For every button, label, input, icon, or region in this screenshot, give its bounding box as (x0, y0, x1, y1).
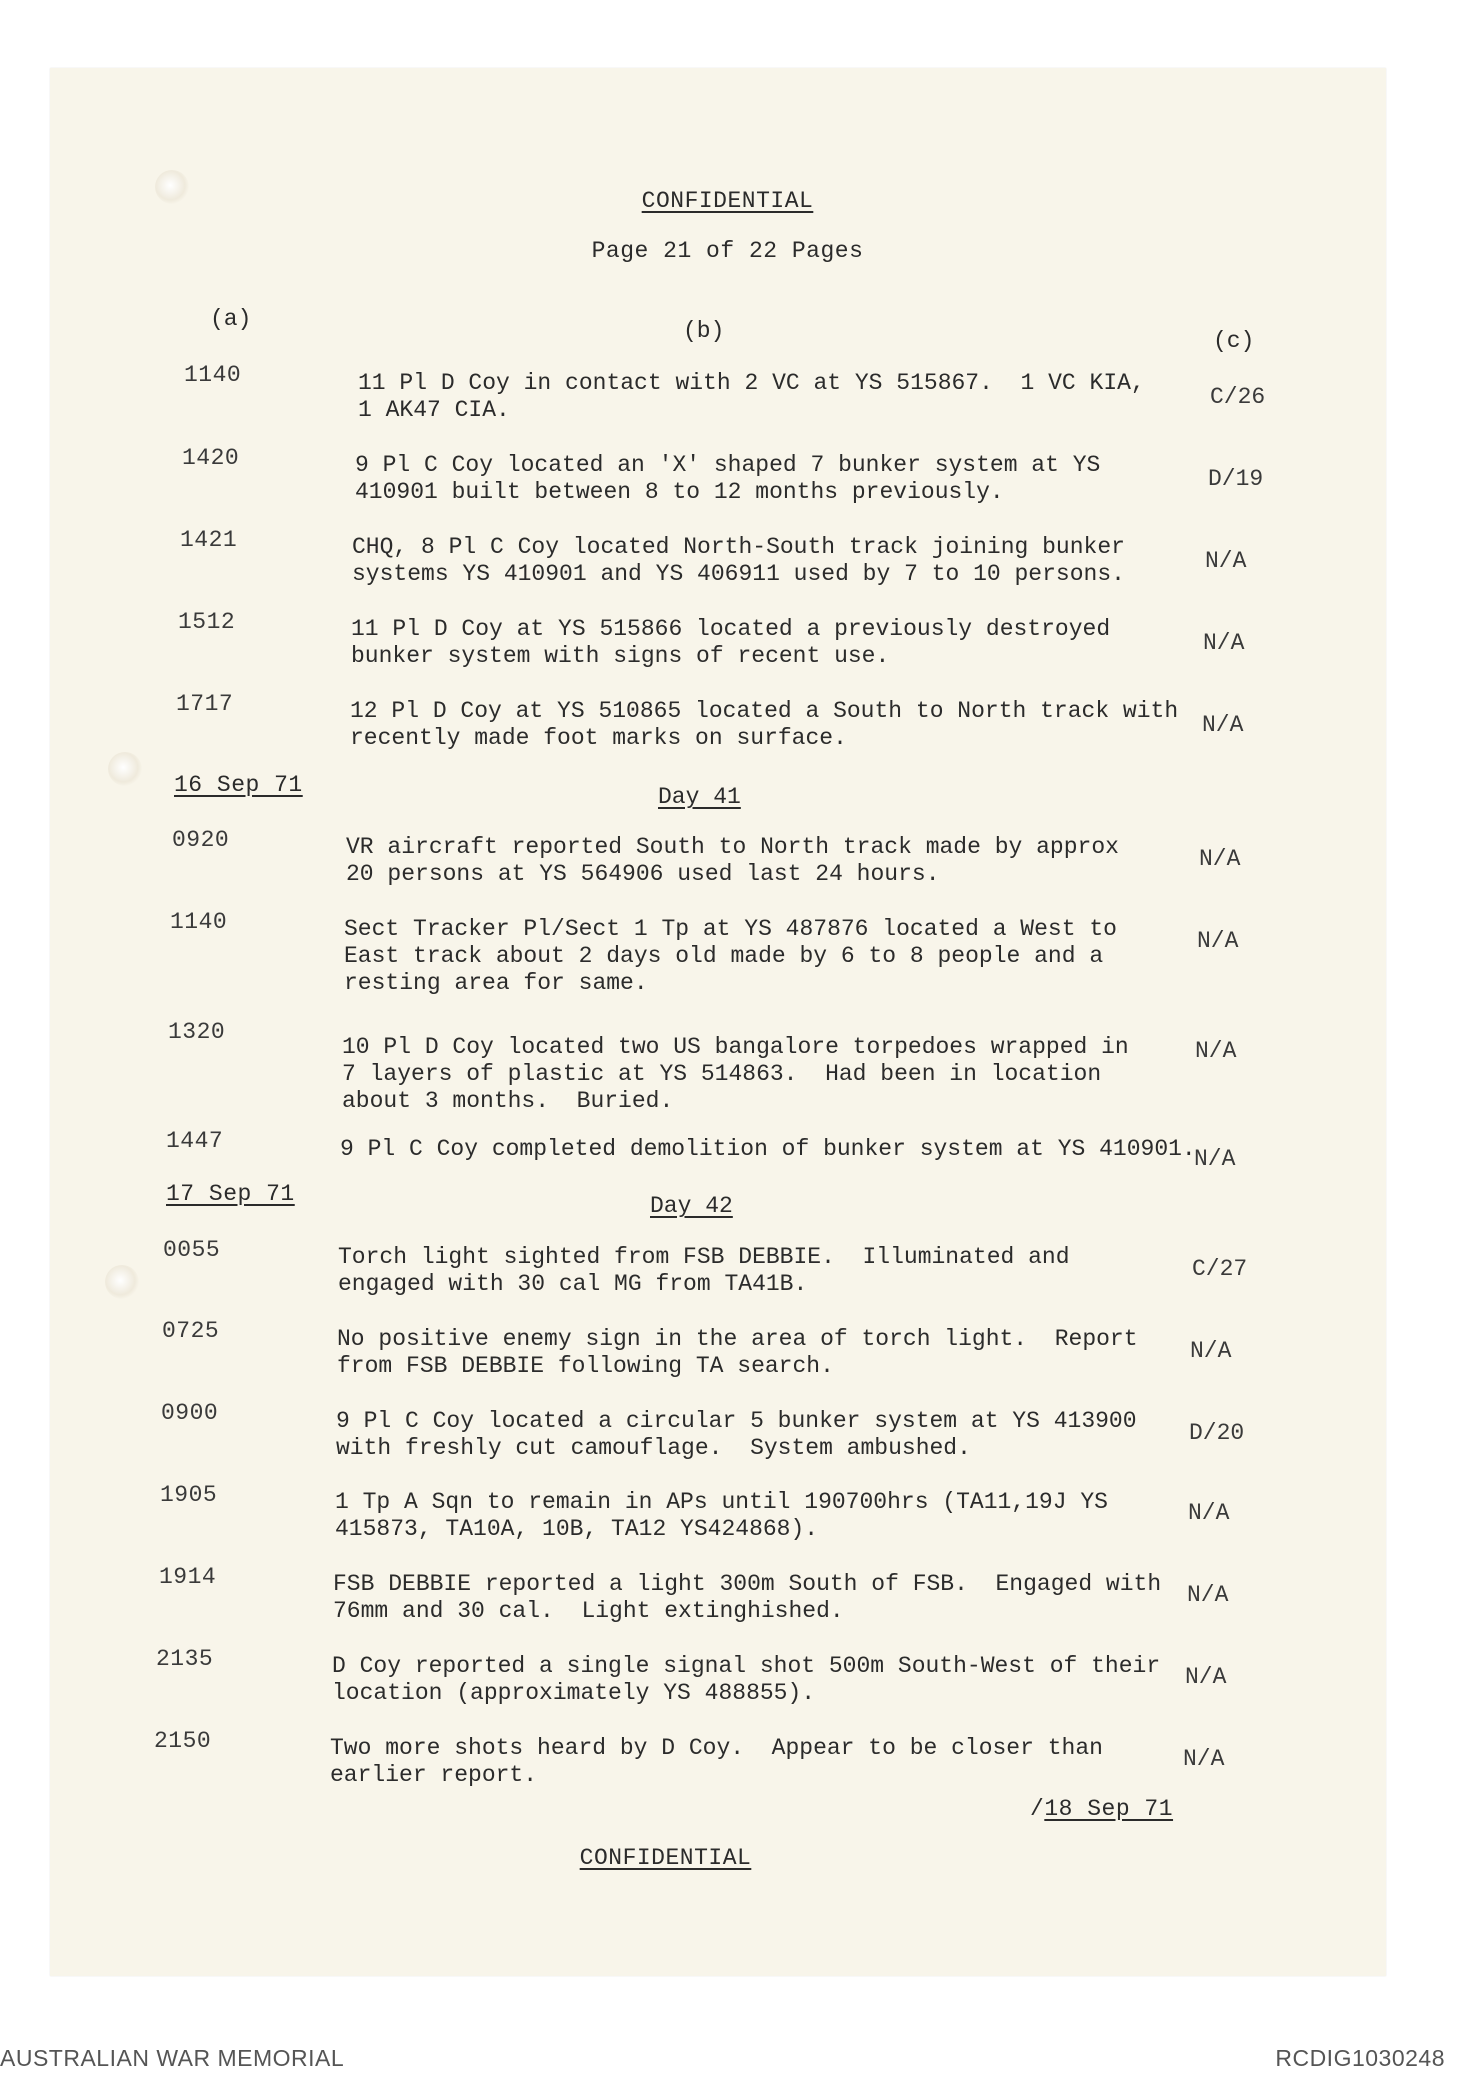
entry-description: VR aircraft reported South to North track made by approx 20 persons at YS 564906 used last 24 hours. (346, 834, 1119, 887)
entry-description: CHQ, 8 Pl C Coy located North-South track joining bunker systems YS 410901 and YS 406911 used by 7 to 10 persons. (352, 534, 1125, 587)
punch-hole (108, 752, 142, 786)
entry-time: 0055 (163, 1237, 221, 1263)
entry-reference: N/A (1197, 928, 1239, 954)
column-c-heading: (c) (1213, 328, 1255, 354)
entry-time: 1717 (176, 691, 234, 717)
continuation-marker: /18 Sep 71 (1030, 1796, 1174, 1822)
archive-source: AUSTRALIAN WAR MEMORIAL (0, 2045, 345, 2071)
entry-description: FSB DEBBIE reported a light 300m South of FSB. Engaged with 76mm and 30 cal. Light extinghished. (333, 1571, 1162, 1624)
day-heading: Day 41 (658, 784, 741, 810)
entry-reference: N/A (1183, 1746, 1225, 1772)
entry-time: 1140 (170, 909, 228, 935)
entry-description: 9 Pl C Coy completed demolition of bunker system at YS 410901. (340, 1136, 1196, 1162)
entry-reference: N/A (1203, 630, 1245, 656)
entry-reference: D/20 (1189, 1420, 1245, 1446)
entry-reference: N/A (1194, 1146, 1236, 1172)
entry-time: 1914 (159, 1564, 217, 1590)
entry-time: 1140 (184, 362, 242, 388)
entry-time: 1512 (178, 609, 236, 635)
entry-time: 1421 (180, 527, 238, 553)
entry-description: Two more shots heard by D Coy. Appear to be closer than earlier report. (330, 1735, 1103, 1788)
entry-time: 1420 (182, 445, 240, 471)
entry-reference: N/A (1185, 1664, 1227, 1690)
entry-description: 1 Tp A Sqn to remain in APs until 190700hrs (TA11,19J YS 415873, TA10A, 10B, TA12 YS424868). (335, 1489, 1108, 1542)
entry-description: Torch light sighted from FSB DEBBIE. Illuminated and engaged with 30 cal MG from TA41B. (338, 1244, 1070, 1297)
archive-reference: RCDIG1030248 (1275, 2045, 1445, 2071)
entry-description: 9 Pl C Coy located an 'X' shaped 7 bunker system at YS 410901 built between 8 to 12 months previously. (355, 452, 1101, 505)
column-b-heading: (b) (683, 318, 725, 344)
entry-time: 2150 (154, 1728, 212, 1754)
entry-reference: N/A (1190, 1338, 1232, 1364)
entry-time: 0920 (172, 827, 230, 853)
entry-reference: N/A (1187, 1582, 1229, 1608)
entry-reference: C/26 (1210, 384, 1266, 410)
entry-reference: D/19 (1208, 466, 1264, 492)
day-heading: Day 42 (650, 1193, 733, 1219)
page-number: Page 21 of 22 Pages (591, 238, 864, 264)
entry-reference: N/A (1202, 712, 1244, 738)
column-a-heading: (a) (210, 306, 252, 332)
classification-header: CONFIDENTIAL (641, 188, 814, 214)
entry-time: 1905 (160, 1482, 218, 1508)
date-heading: 16 Sep 71 (174, 772, 303, 798)
entry-description: 12 Pl D Coy at YS 510865 located a South to North track with recently made foot marks on surface. (350, 698, 1179, 751)
entry-description: Sect Tracker Pl/Sect 1 Tp at YS 487876 located a West to East track about 2 days old made by 6 to 8 people and a resting area for same. (344, 916, 1117, 996)
entry-time: 1320 (168, 1019, 226, 1045)
entry-description: D Coy reported a single signal shot 500m South-West of their location (approximately YS 488855). (332, 1653, 1161, 1706)
entry-reference: N/A (1195, 1038, 1237, 1064)
classification-footer: CONFIDENTIAL (579, 1845, 752, 1871)
entry-description: 11 Pl D Coy in contact with 2 VC at YS 515867. 1 VC KIA, 1 AK47 CIA. (358, 370, 1145, 423)
entry-description: 9 Pl C Coy located a circular 5 bunker system at YS 413900 with freshly cut camouflage. System ambushed. (336, 1408, 1137, 1461)
entry-reference: N/A (1199, 846, 1241, 872)
entry-reference: N/A (1188, 1500, 1230, 1526)
entry-description: 10 Pl D Coy located two US bangalore torpedoes wrapped in 7 layers of plastic at YS 514863. Had been in location about 3 months. Buried. (342, 1034, 1129, 1114)
entry-description: No positive enemy sign in the area of torch light. Report from FSB DEBBIE following TA search. (337, 1326, 1138, 1379)
punch-hole (105, 1265, 139, 1299)
entry-time: 2135 (156, 1646, 214, 1672)
entry-reference: N/A (1205, 548, 1247, 574)
entry-description: 11 Pl D Coy at YS 515866 located a previously destroyed bunker system with signs of recent use. (351, 616, 1111, 669)
entry-time: 1447 (166, 1128, 224, 1154)
entry-reference: C/27 (1192, 1256, 1248, 1282)
entry-time: 0725 (162, 1318, 220, 1344)
entry-time: 0900 (161, 1400, 219, 1426)
date-heading: 17 Sep 71 (166, 1181, 295, 1207)
